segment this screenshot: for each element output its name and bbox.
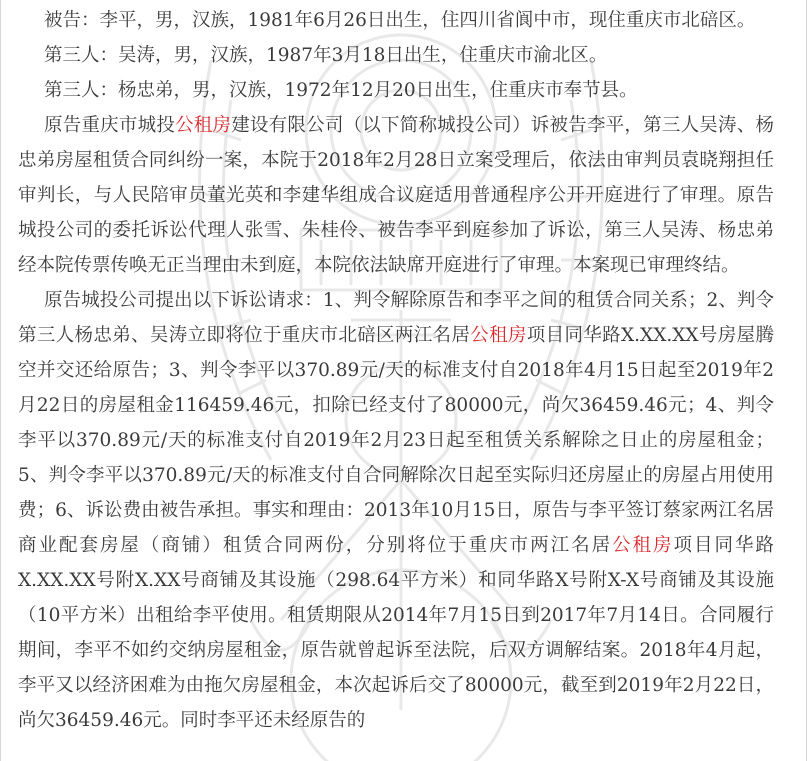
third-party-1-paragraph: [18, 38, 774, 73]
paragraph-text: 被告：李平，男，汉族，1981年6月26日出生，住四川省阆中市，现住重庆市北碚区。: [44, 10, 756, 31]
case-summary-paragraph: [18, 108, 774, 283]
paragraph-text: 原告城投公司提出以下诉讼请求：1、判令解除原告和李平之间的租赁合同关系；2、判令第三人杨忠弟、吴涛立即将位于重庆市北碚区两江名居: [18, 290, 774, 346]
paragraph-text: 项目同华路X.XX.XX号房屋腾空并交还给原告；3、判令李平以370.89元/天的标准支付自2018年4月15日起至2019年2月22日的房屋租金116459.46元，扣除已经支付了80000元，尚欠36459.46元；4、判令李平以370.89元/天的标准支付自2019年2月23日起至租赁关系解除之日止的房屋租金；5、判令李平以370.89元/天的标准支付自合同解除次日起至实际归还房屋止的房屋占用使用费；6、诉讼费由被告承担。事实和理由：2013年10月15日，原告与李平签订蔡家两江名居商业配套房屋（商铺）租赁合同两份，分别将位于重庆市两江名居: [18, 325, 774, 556]
claims-paragraph: [18, 283, 774, 738]
paragraph-text: 第三人：杨忠弟，男，汉族，1972年12月20日出生，住重庆市奉节县。: [44, 80, 638, 101]
document-body: [1, 0, 774, 738]
defendant-paragraph: [18, 3, 774, 38]
paragraph-text: 原告重庆市城投: [44, 115, 176, 136]
highlighted-keyword: 公租房: [470, 325, 527, 346]
paragraph-text: 第三人：吴涛，男，汉族，1987年3月18日出生，住重庆市渝北区。: [44, 45, 608, 66]
paragraph-text: 建设有限公司（以下简称城投公司）诉被告李平，第三人吴涛、杨忠弟房屋租赁合同纠纷一案，本院于2018年2月28日立案受理后，依法由审判员袁晓翔担任审判长，与人民陪审员董光英和李建华组成合议庭适用普通程序公开开庭进行了审理。原告城投公司的委托诉讼代理人张雪、朱桂伶、被告李平到庭参加了诉讼，第三人吴涛、杨忠弟经本院传票传唤无正当理由未到庭，本院依法缺席开庭进行了审理。本案现已审理终结。: [18, 115, 774, 276]
third-party-2-paragraph: [18, 73, 774, 108]
paragraph-text: 项目同华路X.XX.XX号附X.XX号商铺及其设施（298.64平方米）和同华路X号附X-X号商铺及其设施（10平方米）出租给李平使用。租赁期限从2014年7月15日到2017年7月14日。合同履行期间，李平不如约交纳房屋租金，原告就曾起诉至法院，后双方调解结案。2018年4月起，李平又以经济困难为由拖欠房屋租金，本次起诉后交了80000元，截至到2019年2月22日，尚欠36459.46元。同时李平还未经原告的: [18, 535, 774, 731]
highlighted-keyword: 公租房: [612, 535, 674, 556]
highlighted-keyword: 公租房: [175, 115, 232, 136]
